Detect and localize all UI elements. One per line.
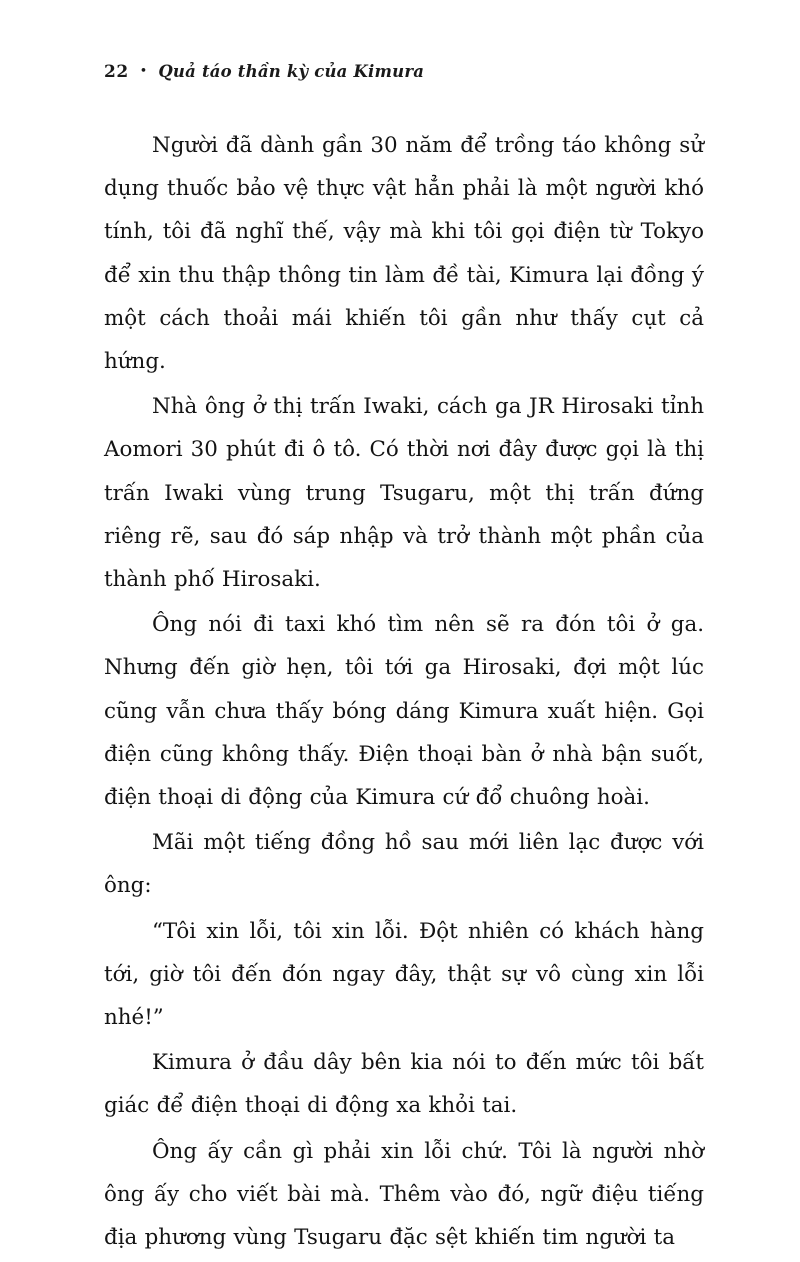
paragraph: Người đã dành gần 30 năm để trồng táo không sử dụng thuốc bảo vệ thực vật hẳn phải là một người khó tính, tôi đã nghĩ thế, vậy mà khi tôi gọi điện từ Tokyo để xin thu thập thông tin làm đề tài, Kimura lại đồng ý một cách thoải mái khiến tôi gần như thấy cụt cả hứng. (104, 133, 704, 375)
page-number: 22 (104, 62, 129, 82)
paragraph: Ông ấy cần gì phải xin lỗi chứ. Tôi là người nhờ ông ấy cho viết bài mà. Thêm vào đó, ngữ điệu tiếng địa phương vùng Tsugaru đặc sệt khiến tim người ta (104, 1138, 704, 1251)
paragraph: Ông nói đi taxi khó tìm nên sẽ ra đón tôi ở ga. Nhưng đến giờ hẹn, tôi tới ga Hirosaki, đợi một lúc cũng vẫn chưa thấy bóng dáng Kimura xuất hiện. Gọi điện cũng không thấy. Điện thoại bàn ở nhà bận suốt, điện thoại di động của Kimura cứ đổ chuông hoài. (104, 612, 704, 811)
paragraph: “Tôi xin lỗi, tôi xin lỗi. Đột nhiên có khách hàng tới, giờ tôi đến đón ngay đây, thật sự vô cùng xin lỗi nhé!” (104, 918, 704, 1031)
body-text (104, 124, 704, 1259)
running-title: Quả táo thần kỳ của Kimura (158, 62, 425, 81)
running-head (104, 62, 696, 82)
paragraph: Kimura ở đầu dây bên kia nói to đến mức tôi bất giác để điện thoại di động xa khỏi tai. (104, 1050, 704, 1119)
paragraph: Mãi một tiếng đồng hồ sau mới liên lạc được với ông: (104, 830, 704, 899)
paragraph: Nhà ông ở thị trấn Iwaki, cách ga JR Hirosaki tỉnh Aomori 30 phút đi ô tô. Có thời nơi đây được gọi là thị trấn Iwaki vùng trung Tsugaru, một thị trấn đứng riêng rẽ, sau đó sáp nhập và trở thành một phần của thành phố Hirosaki. (104, 394, 704, 593)
bullet-separator-icon: • (139, 64, 148, 79)
